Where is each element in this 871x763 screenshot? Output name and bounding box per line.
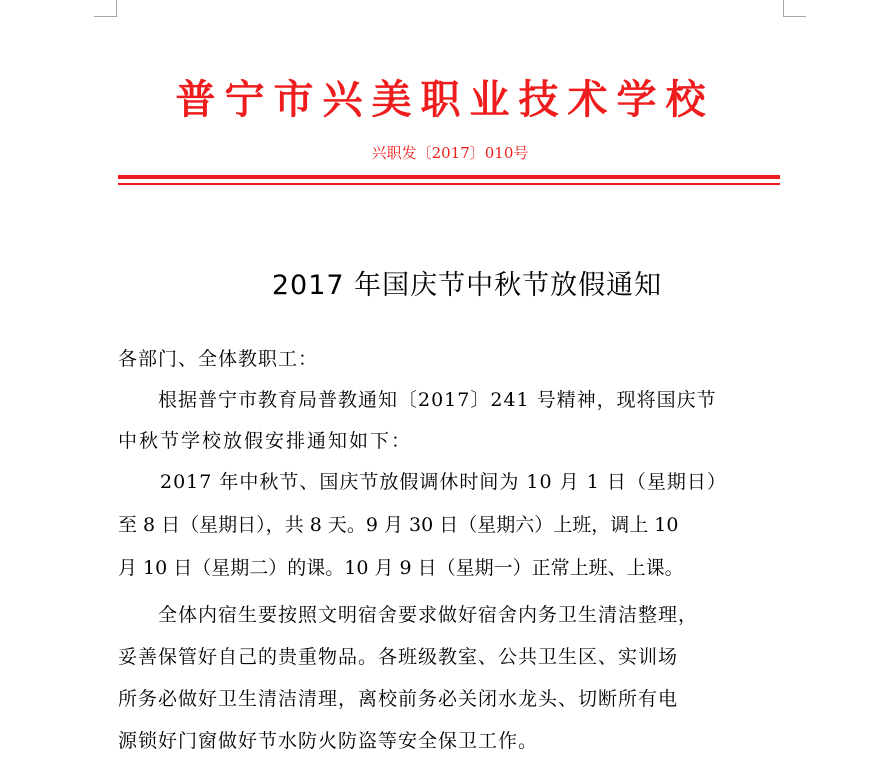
school-name-heading: 普宁市兴美职业技术学校 [175,76,715,123]
letterhead-rule-thick [118,175,780,179]
top-left-margin-mark [94,0,117,17]
paragraph-2-line-1: 2017 年中秋节、国庆节放假调休时间为 10 月 1 日（星期日） [160,471,727,493]
paragraph-2-line-2: 至 8 日（星期日），共 8 天。9 月 30 日（星期六）上班，调上 10 [118,514,679,536]
paragraph-2-line-3: 月 10 日（星期二）的课。10 月 9 日（星期一）正常上班、上课。 [118,557,684,579]
paragraph-3-line-3: 所务必做好卫生清洁清理，离校前务必关闭水龙头、切断所有电 [118,688,679,710]
letterhead-rule-thin [118,183,780,185]
paragraph-3-line-2: 妥善保管好自己的贵重物品。各班级教室、公共卫生区、实训场 [118,646,679,668]
paragraph-1-line-1: 根据普宁市教育局普教通知〔2017〕241 号精神，现将国庆节 [158,389,717,411]
paragraph-3-line-4: 源锁好门窗做好节水防火防盗等安全保卫工作。 [118,730,539,752]
top-right-margin-mark [783,0,806,17]
paragraph-3-line-1: 全体内宿生要按照文明宿舍要求做好宿舍内务卫生清洁整理， [158,604,699,626]
paragraph-1-line-2: 中秋节学校放假安排通知如下： [118,430,413,452]
document-number: 兴职发〔2017〕010号 [371,144,529,162]
notice-title: 2017 年国庆节中秋节放假通知 [271,270,663,301]
salutation: 各部门、全体教职工： [118,348,319,370]
